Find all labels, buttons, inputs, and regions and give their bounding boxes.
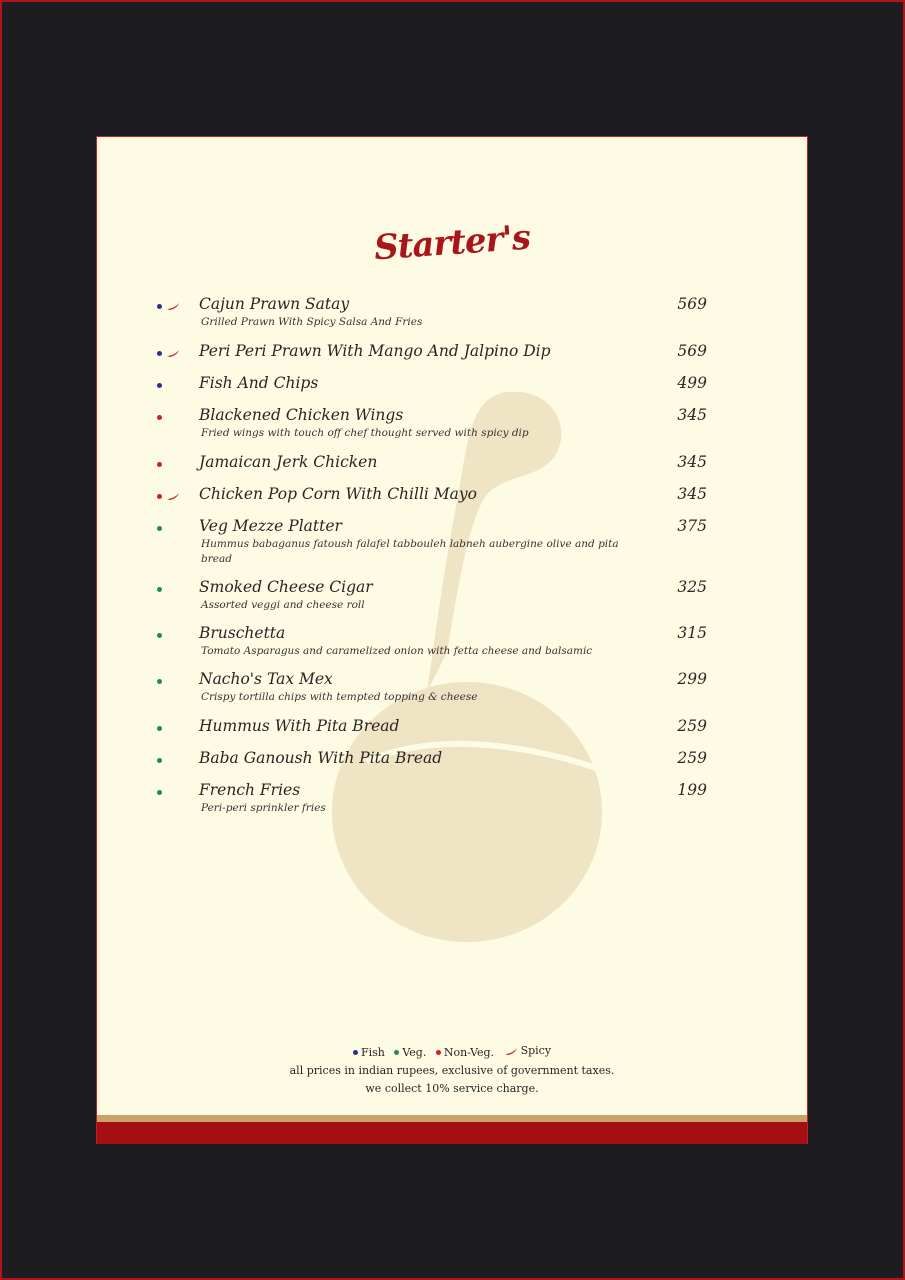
item-price: 569 bbox=[677, 342, 707, 360]
veg-dot-icon bbox=[157, 633, 162, 638]
legend-nonveg: Non-Veg. bbox=[436, 1044, 494, 1062]
veg-dot-icon bbox=[157, 679, 162, 684]
veg-dot-icon bbox=[157, 587, 162, 592]
item-name: Cajun Prawn Satay bbox=[199, 295, 350, 313]
item-price: 259 bbox=[677, 717, 707, 735]
item-price: 499 bbox=[677, 374, 707, 392]
menu-page bbox=[96, 136, 808, 1144]
item-description: Assorted veggi and cheese roll bbox=[201, 599, 365, 611]
veg-dot-icon bbox=[157, 726, 162, 731]
item-markers bbox=[157, 491, 180, 501]
item-name: Hummus With Pita Bread bbox=[199, 717, 400, 735]
item-name: Smoked Cheese Cigar bbox=[199, 578, 373, 596]
nonveg-dot-icon bbox=[157, 494, 162, 499]
fish-dot-icon bbox=[157, 304, 162, 309]
item-price: 569 bbox=[677, 295, 707, 313]
item-markers bbox=[157, 459, 162, 469]
fish-dot-icon bbox=[157, 383, 162, 388]
ladle-watermark bbox=[307, 392, 627, 952]
item-markers bbox=[157, 380, 162, 390]
veg-dot-icon bbox=[394, 1050, 399, 1055]
item-price: 315 bbox=[677, 624, 707, 642]
legend-service-note: we collect 10% service charge. bbox=[365, 1081, 539, 1095]
item-price: 375 bbox=[677, 517, 707, 535]
item-name: French Fries bbox=[199, 781, 301, 799]
footer-red-band bbox=[97, 1122, 807, 1144]
item-price: 325 bbox=[677, 578, 707, 596]
legend-fish: Fish bbox=[353, 1044, 385, 1062]
item-name: Veg Mezze Platter bbox=[199, 517, 342, 535]
item-name: Peri Peri Prawn With Mango And Jalpino Dip bbox=[199, 342, 551, 360]
legend-price-note: all prices in indian rupees, exclusive of government taxes. bbox=[289, 1063, 615, 1077]
item-markers bbox=[157, 676, 162, 686]
veg-dot-icon bbox=[157, 758, 162, 763]
item-description: Fried wings with touch off chef thought served with spicy dip bbox=[201, 427, 529, 439]
item-markers bbox=[157, 755, 162, 765]
item-markers bbox=[157, 523, 162, 533]
legend-veg: Veg. bbox=[394, 1044, 426, 1062]
item-price: 345 bbox=[677, 406, 707, 424]
legend-keys bbox=[97, 1042, 807, 1062]
item-description: Hummus babaganus fatoush falafel tabbouleh labneh aubergine olive and pita bread bbox=[201, 538, 619, 565]
item-name: Fish And Chips bbox=[199, 374, 319, 392]
legend-spicy: Spicy bbox=[504, 1042, 551, 1060]
item-markers bbox=[157, 348, 180, 358]
item-markers bbox=[157, 630, 162, 640]
nonveg-dot-icon bbox=[157, 415, 162, 420]
item-name: Blackened Chicken Wings bbox=[199, 406, 404, 424]
chili-icon bbox=[166, 492, 180, 500]
veg-dot-icon bbox=[157, 526, 162, 531]
item-name: Bruschetta bbox=[199, 624, 286, 642]
item-description: Grilled Prawn With Spicy Salsa And Fries bbox=[201, 316, 423, 328]
item-markers bbox=[157, 584, 162, 594]
item-description: Tomato Asparagus and caramelized onion with fetta cheese and balsamic bbox=[201, 645, 593, 657]
item-name: Nacho's Tax Mex bbox=[199, 670, 333, 688]
item-markers bbox=[157, 787, 162, 797]
item-markers bbox=[157, 723, 162, 733]
chili-icon bbox=[166, 302, 180, 310]
legend-block bbox=[97, 1042, 807, 1098]
footer-gold-band bbox=[97, 1115, 807, 1122]
item-description: Peri-peri sprinkler fries bbox=[201, 802, 326, 814]
nonveg-dot-icon bbox=[436, 1050, 441, 1055]
item-price: 199 bbox=[677, 781, 707, 799]
item-price: 345 bbox=[677, 453, 707, 471]
nonveg-dot-icon bbox=[157, 462, 162, 467]
veg-dot-icon bbox=[157, 790, 162, 795]
fish-dot-icon bbox=[353, 1050, 358, 1055]
item-price: 345 bbox=[677, 485, 707, 503]
item-markers bbox=[157, 301, 180, 311]
item-description: Crispy tortilla chips with tempted topping & cheese bbox=[201, 691, 478, 703]
item-price: 299 bbox=[677, 670, 707, 688]
chili-icon bbox=[504, 1047, 518, 1055]
item-name: Baba Ganoush With Pita Bread bbox=[199, 749, 443, 767]
item-name: Chicken Pop Corn With Chilli Mayo bbox=[199, 485, 478, 503]
chili-icon bbox=[166, 349, 180, 357]
item-markers bbox=[157, 412, 162, 422]
item-price: 259 bbox=[677, 749, 707, 767]
section-title: Starter's bbox=[372, 217, 532, 269]
item-name: Jamaican Jerk Chicken bbox=[199, 453, 378, 471]
fish-dot-icon bbox=[157, 351, 162, 356]
